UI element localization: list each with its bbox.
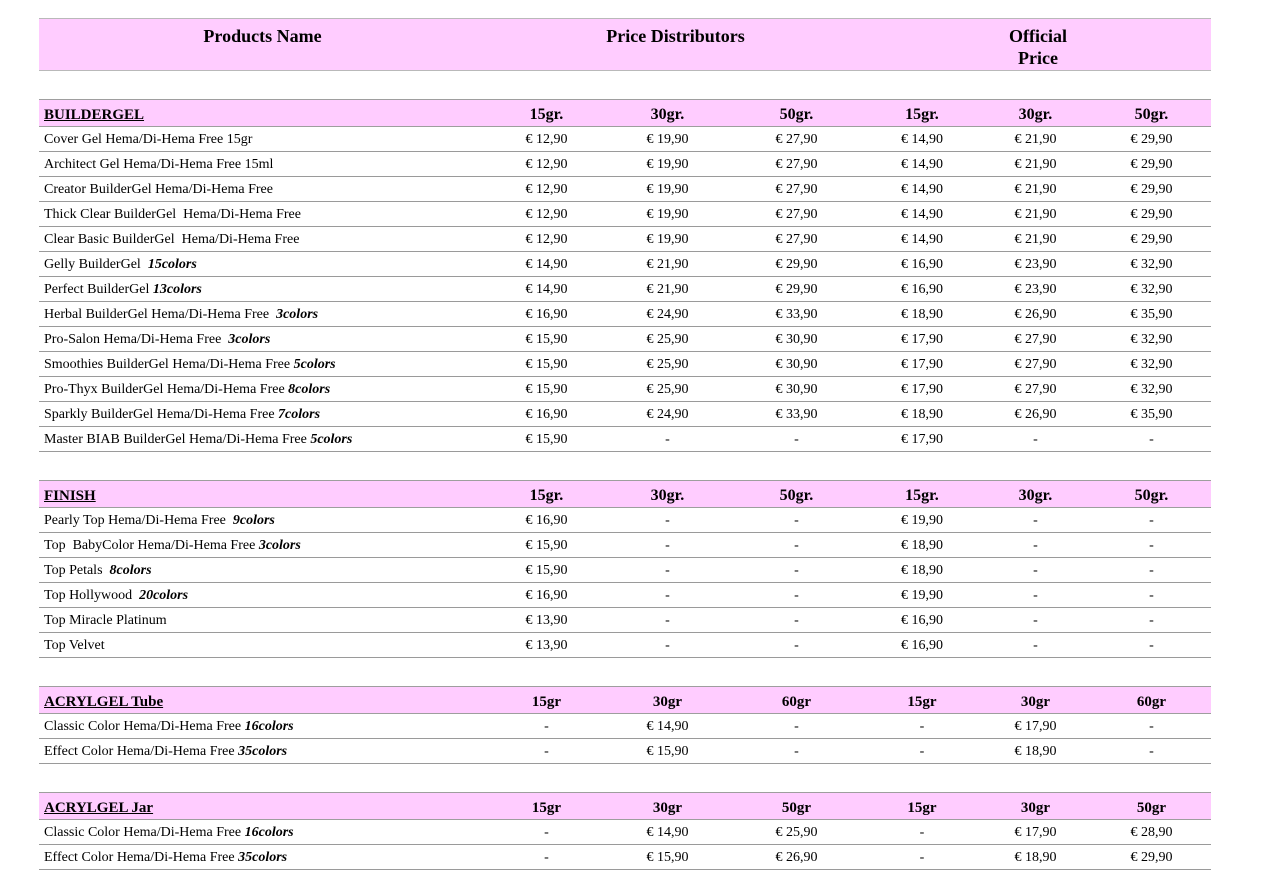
price-cell: -: [1149, 719, 1154, 734]
table-row: [39, 714, 1211, 739]
price-cell: € 17,90: [901, 382, 943, 397]
size-header: 50gr: [1136, 800, 1167, 816]
price-cell: -: [794, 588, 799, 603]
section-header: [39, 793, 1211, 820]
price-cell: -: [1149, 744, 1154, 759]
product-name-cell: [39, 402, 486, 427]
price-cell: € 27,90: [775, 207, 818, 222]
table-row: [39, 127, 1211, 152]
price-cell: -: [1149, 638, 1154, 653]
table-row: [39, 327, 1211, 352]
price-cell: € 19,90: [646, 182, 689, 197]
price-cell: € 27,90: [1014, 332, 1057, 347]
price-cell: -: [794, 432, 799, 447]
table-row: [39, 820, 1211, 845]
table-row: [39, 845, 1211, 870]
size-header: 15gr: [531, 694, 562, 710]
product-name-cell: [39, 152, 486, 177]
price-cell: € 16,90: [525, 513, 568, 528]
price-cell: -: [919, 825, 925, 840]
price-cell: -: [665, 513, 670, 528]
section-spacer: [39, 764, 1211, 793]
price-cell: € 17,90: [901, 432, 943, 447]
price-cell: € 32,90: [1130, 282, 1173, 297]
product-name: Gelly BuilderGel: [44, 257, 148, 272]
table-row: [39, 608, 1211, 633]
price-cell: € 19,90: [646, 157, 689, 172]
price-cell: € 32,90: [1130, 382, 1173, 397]
price-cell: € 29,90: [1130, 157, 1173, 172]
price-cell: € 18,90: [1014, 744, 1057, 759]
price-cell: -: [1149, 513, 1154, 528]
price-cell: € 19,90: [901, 513, 943, 528]
product-colors: 3colors: [228, 332, 271, 347]
price-cell: € 30,90: [775, 357, 818, 372]
section-title: FINISH: [44, 488, 96, 504]
product-colors: 8colors: [288, 382, 331, 397]
price-cell: -: [1033, 613, 1038, 628]
price-cell: € 27,90: [775, 232, 818, 247]
product-name: Top BabyColor Hema/Di-Hema Free: [44, 538, 259, 553]
product-name-cell: [39, 327, 486, 352]
price-cell: -: [794, 563, 799, 578]
product-name-cell: [39, 714, 486, 739]
size-header: 30gr.: [650, 487, 685, 504]
price-cell: € 24,90: [646, 307, 689, 322]
header-official-price-line2: Price: [1018, 48, 1058, 68]
price-cell: € 14,90: [525, 282, 568, 297]
price-cell: -: [1033, 513, 1038, 528]
size-header: 50gr.: [1134, 487, 1169, 504]
product-name: Effect Color Hema/Di-Hema Free: [44, 850, 239, 865]
size-header: 60gr: [1136, 694, 1167, 710]
price-cell: -: [665, 588, 670, 603]
price-cell: € 29,90: [1130, 850, 1173, 865]
table-row: [39, 252, 1211, 277]
price-cell: € 30,90: [775, 332, 818, 347]
section-spacer: [39, 658, 1211, 687]
product-name: Pro-Salon Hema/Di-Hema Free: [44, 332, 229, 347]
price-cell: € 17,90: [1014, 719, 1057, 734]
price-cell: € 27,90: [775, 182, 818, 197]
price-cell: € 27,90: [1014, 357, 1057, 372]
price-cell: -: [544, 744, 549, 759]
size-header: 15gr: [907, 694, 937, 710]
price-cell: € 16,90: [901, 638, 943, 653]
price-cell: € 21,90: [1014, 232, 1057, 247]
size-header: 15gr: [531, 800, 562, 816]
table-row: [39, 739, 1211, 764]
size-header: 50gr.: [779, 106, 814, 123]
product-name: Clear Basic BuilderGel Hema/Di-Hema Free: [44, 232, 300, 247]
price-cell: -: [665, 538, 670, 553]
price-cell: € 17,90: [901, 332, 943, 347]
price-cell: € 21,90: [1014, 182, 1057, 197]
price-cell: € 12,90: [525, 207, 568, 222]
price-cell: € 25,90: [646, 382, 689, 397]
price-cell: € 29,90: [1130, 232, 1173, 247]
table-row: [39, 633, 1211, 658]
price-cell: € 13,90: [525, 613, 568, 628]
table-row: [39, 352, 1211, 377]
price-cell: € 27,90: [1014, 382, 1057, 397]
price-cell: € 18,90: [901, 538, 943, 553]
price-cell: -: [665, 432, 670, 447]
size-header: 30gr: [1020, 694, 1051, 710]
price-cell: € 33,90: [775, 407, 818, 422]
price-cell: € 16,90: [901, 282, 943, 297]
size-header: 50gr.: [1134, 106, 1169, 123]
product-name: Thick Clear BuilderGel Hema/Di-Hema Free: [44, 207, 301, 222]
product-colors: 3colors: [258, 538, 301, 553]
size-header: 15gr.: [905, 106, 939, 123]
price-cell: -: [919, 744, 925, 759]
price-cell: € 16,90: [525, 588, 568, 603]
table-row: [39, 583, 1211, 608]
price-cell: € 12,90: [525, 157, 568, 172]
price-cell: -: [794, 638, 799, 653]
table-row: [39, 402, 1211, 427]
price-cell: -: [544, 850, 549, 865]
price-cell: € 14,90: [646, 825, 689, 840]
price-cell: € 21,90: [1014, 132, 1057, 147]
header-official-price-line1: Official: [1009, 26, 1067, 46]
product-name: Top Velvet: [44, 638, 105, 653]
price-cell: € 29,90: [1130, 207, 1173, 222]
price-cell: € 15,90: [525, 563, 568, 578]
price-cell: € 16,90: [901, 257, 943, 272]
header-official-price: [865, 19, 1211, 71]
product-name-cell: [39, 820, 486, 845]
product-name: Pearly Top Hema/Di-Hema Free: [44, 513, 233, 528]
price-cell: € 14,90: [901, 182, 943, 197]
product-name-cell: [39, 583, 486, 608]
price-cell: -: [794, 513, 799, 528]
price-cell: € 15,90: [525, 357, 568, 372]
table-row: [39, 558, 1211, 583]
price-cell: € 18,90: [1014, 850, 1057, 865]
product-name-cell: [39, 508, 486, 533]
price-cell: € 29,90: [775, 257, 818, 272]
spacer-cell: [39, 658, 1211, 687]
size-header: 15gr.: [905, 487, 939, 504]
price-cell: € 25,90: [646, 332, 689, 347]
spacer-cell: [39, 71, 1211, 100]
product-name: Sparkly BuilderGel Hema/Di-Hema Free: [44, 407, 279, 422]
price-cell: -: [794, 613, 799, 628]
header-price-distributors: Price Distributors: [606, 26, 745, 46]
price-cell: € 26,90: [775, 850, 818, 865]
price-cell: -: [794, 719, 799, 734]
table-row: [39, 302, 1211, 327]
product-colors: 13colors: [152, 282, 202, 297]
price-cell: -: [665, 638, 670, 653]
product-name: Classic Color Hema/Di-Hema Free: [44, 719, 245, 734]
spacer-cell: [39, 452, 1211, 481]
size-header: 50gr: [781, 800, 812, 816]
size-header: 15gr: [907, 800, 937, 816]
price-list: [39, 18, 1211, 870]
table-row: [39, 508, 1211, 533]
price-cell: € 19,90: [646, 132, 689, 147]
product-name-cell: [39, 252, 486, 277]
price-cell: € 27,90: [775, 132, 818, 147]
product-name-cell: [39, 608, 486, 633]
price-cell: € 23,90: [1014, 282, 1057, 297]
product-name-cell: [39, 277, 486, 302]
price-cell: € 23,90: [1014, 257, 1057, 272]
product-name: Top Petals: [44, 563, 110, 578]
price-cell: € 12,90: [525, 182, 568, 197]
product-name: Classic Color Hema/Di-Hema Free: [44, 825, 245, 840]
size-header: 30gr.: [1018, 106, 1053, 123]
table-row: [39, 177, 1211, 202]
price-cell: € 16,90: [901, 613, 943, 628]
price-cell: € 24,90: [646, 407, 689, 422]
price-cell: € 15,90: [525, 382, 568, 397]
price-cell: € 14,90: [901, 132, 943, 147]
product-name: Master BIAB BuilderGel Hema/Di-Hema Free: [44, 432, 311, 447]
price-cell: € 29,90: [775, 282, 818, 297]
table-row: [39, 227, 1211, 252]
size-header: 30gr: [652, 800, 683, 816]
table-header: [39, 19, 1211, 71]
price-cell: € 29,90: [1130, 132, 1173, 147]
size-header: 15gr.: [529, 106, 564, 123]
price-cell: € 18,90: [901, 407, 943, 422]
price-cell: € 18,90: [901, 563, 943, 578]
table-row: [39, 533, 1211, 558]
price-cell: -: [1033, 563, 1038, 578]
product-colors: 8colors: [109, 563, 152, 578]
price-cell: -: [1033, 638, 1038, 653]
section-header: [39, 100, 1211, 127]
section-title: ACRYLGEL Jar: [44, 800, 154, 816]
product-name-cell: [39, 739, 486, 764]
price-cell: -: [1149, 588, 1154, 603]
section-title: BUILDERGEL: [44, 107, 145, 123]
price-cell: € 16,90: [525, 407, 568, 422]
size-header: 30gr: [652, 694, 683, 710]
price-cell: € 32,90: [1130, 332, 1173, 347]
price-cell: € 14,90: [646, 719, 689, 734]
product-name-cell: [39, 558, 486, 583]
product-colors: 15colors: [147, 257, 197, 272]
price-cell: € 35,90: [1130, 407, 1173, 422]
price-cell: € 35,90: [1130, 307, 1173, 322]
table-row: [39, 277, 1211, 302]
price-cell: € 25,90: [646, 357, 689, 372]
price-cell: -: [1033, 432, 1038, 447]
section-spacer: [39, 71, 1211, 100]
product-name-cell: [39, 227, 486, 252]
price-cell: € 19,90: [646, 207, 689, 222]
product-name-cell: [39, 427, 486, 452]
price-cell: € 15,90: [646, 744, 689, 759]
price-cell: € 21,90: [646, 282, 689, 297]
product-colors: 5colors: [293, 357, 336, 372]
price-cell: € 12,90: [525, 232, 568, 247]
price-cell: -: [544, 719, 549, 734]
price-cell: € 18,90: [901, 307, 943, 322]
size-header: 60gr: [781, 694, 812, 710]
price-cell: -: [1149, 563, 1154, 578]
size-header: 30gr: [1020, 800, 1051, 816]
section-header: [39, 687, 1211, 714]
price-cell: € 21,90: [1014, 207, 1057, 222]
section-title: ACRYLGEL Tube: [44, 694, 164, 710]
product-name-cell: [39, 352, 486, 377]
product-name-cell: [39, 202, 486, 227]
table-row: [39, 152, 1211, 177]
product-colors: 35colors: [238, 850, 288, 865]
table-row: [39, 427, 1211, 452]
price-cell: € 14,90: [901, 232, 943, 247]
product-colors: 9colors: [232, 513, 275, 528]
product-name-cell: [39, 633, 486, 658]
product-name-cell: [39, 127, 486, 152]
product-name: Effect Color Hema/Di-Hema Free: [44, 744, 239, 759]
price-cell: € 27,90: [775, 157, 818, 172]
product-name-cell: [39, 845, 486, 870]
product-name: Herbal BuilderGel Hema/Di-Hema Free: [44, 307, 277, 322]
product-colors: 16colors: [244, 719, 294, 734]
price-cell: € 28,90: [1130, 825, 1173, 840]
price-cell: € 15,90: [525, 538, 568, 553]
product-name: Perfect BuilderGel: [44, 282, 153, 297]
price-cell: -: [919, 719, 925, 734]
product-colors: 5colors: [310, 432, 353, 447]
price-cell: -: [794, 744, 799, 759]
price-cell: € 16,90: [525, 307, 568, 322]
price-cell: € 15,90: [525, 432, 568, 447]
spacer-cell: [39, 764, 1211, 793]
product-colors: 35colors: [238, 744, 288, 759]
price-cell: € 32,90: [1130, 357, 1173, 372]
size-header: 30gr.: [1018, 487, 1053, 504]
price-cell: € 32,90: [1130, 257, 1173, 272]
size-header: 30gr.: [650, 106, 685, 123]
price-cell: -: [665, 613, 670, 628]
product-name: Top Hollywood: [44, 588, 140, 603]
price-cell: -: [1033, 538, 1038, 553]
price-cell: € 14,90: [901, 207, 943, 222]
size-header: 50gr.: [779, 487, 814, 504]
price-cell: € 17,90: [901, 357, 943, 372]
price-cell: -: [1149, 613, 1154, 628]
price-cell: € 14,90: [901, 157, 943, 172]
product-name-cell: [39, 177, 486, 202]
table-row: [39, 202, 1211, 227]
header-products-name: Products Name: [203, 26, 322, 46]
product-colors: 16colors: [244, 825, 294, 840]
price-cell: € 26,90: [1014, 307, 1057, 322]
section-header: [39, 481, 1211, 508]
price-cell: € 15,90: [525, 332, 568, 347]
product-name: Architect Gel Hema/Di-Hema Free 15ml: [44, 157, 274, 172]
price-cell: € 19,90: [646, 232, 689, 247]
price-cell: -: [1149, 538, 1154, 553]
product-name: Creator BuilderGel Hema/Di-Hema Free: [44, 182, 273, 197]
product-name-cell: [39, 533, 486, 558]
price-cell: € 26,90: [1014, 407, 1057, 422]
price-cell: -: [665, 563, 670, 578]
price-cell: € 17,90: [1014, 825, 1057, 840]
price-cell: -: [919, 850, 925, 865]
price-cell: € 12,90: [525, 132, 568, 147]
price-cell: € 29,90: [1130, 182, 1173, 197]
price-cell: € 13,90: [525, 638, 568, 653]
price-cell: -: [544, 825, 549, 840]
product-colors: 20colors: [139, 588, 189, 603]
price-cell: € 21,90: [1014, 157, 1057, 172]
size-header: 15gr.: [529, 487, 564, 504]
price-cell: € 33,90: [775, 307, 818, 322]
product-name: Cover Gel Hema/Di-Hema Free 15gr: [44, 132, 253, 147]
table-row: [39, 377, 1211, 402]
price-cell: -: [1033, 588, 1038, 603]
product-name-cell: [39, 377, 486, 402]
product-colors: 7colors: [278, 407, 321, 422]
price-cell: € 19,90: [901, 588, 943, 603]
product-colors: 3colors: [276, 307, 319, 322]
price-cell: € 30,90: [775, 382, 818, 397]
product-name: Top Miracle Platinum: [44, 613, 167, 628]
section-spacer: [39, 452, 1211, 481]
price-cell: -: [1149, 432, 1154, 447]
price-cell: € 21,90: [646, 257, 689, 272]
price-cell: € 25,90: [775, 825, 818, 840]
price-cell: € 15,90: [646, 850, 689, 865]
product-name: Pro-Thyx BuilderGel Hema/Di-Hema Free: [44, 382, 289, 397]
product-name-cell: [39, 302, 486, 327]
price-cell: € 14,90: [525, 257, 568, 272]
price-cell: -: [794, 538, 799, 553]
product-name: Smoothies BuilderGel Hema/Di-Hema Free: [44, 357, 294, 372]
price-table: [39, 18, 1211, 870]
